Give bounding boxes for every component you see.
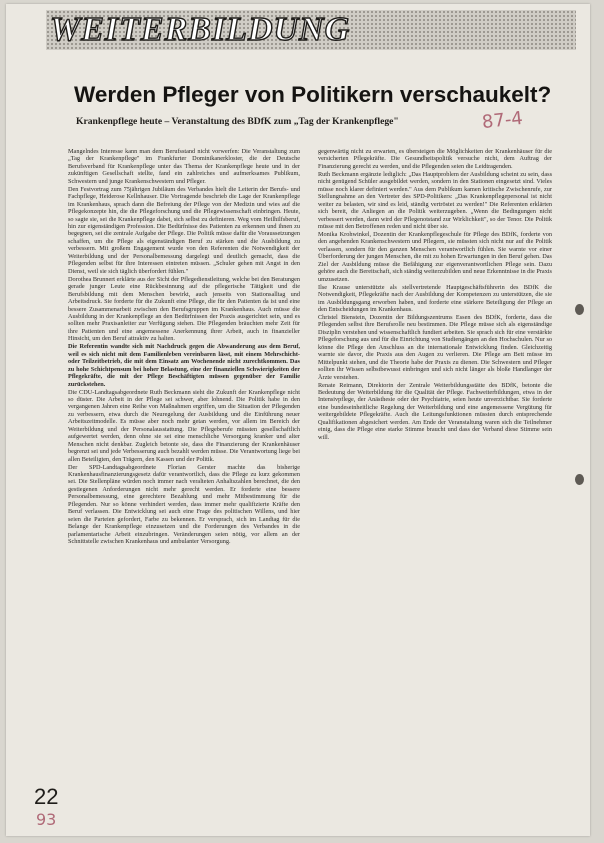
- bold-paragraph: Die Referentin wandte sich mit Nachdruck gegen die Abwanderung aus dem Beruf, weil es sich nicht mit dem Familienleben vereinbaren lässt, mit einem Mehrschicht- oder Teilzeitbetrieb, die mit dem Einsatz am Wochenende nicht zurechtkommen. Das zu hohe Schichtpensum bei hoher Belastung, eine der finanziellen Schwierigkeiten der Pflegekräfte, die mit der Pflege Beschäftigten müssen gegenüber der Familie zurückstehen.: [68, 343, 300, 388]
- paragraph: Ilse Krause unterstützte als stellvertretende Hauptgeschäftsführerin des BDfK die Notwendigkeit, Pflegekräfte nach der Ausbildung der Kompetenzen zu unterstützen, die sie im Ausbildungsgang erworben haben, und forderte eine stärkere Beteiligung der Pflege an den Entscheidungen im Krankenhaus.: [318, 283, 552, 314]
- handwritten-mark: 93: [36, 810, 57, 829]
- subhead: Krankenpflege heute – Veranstaltung des BDfK zum „Tag der Krankenpflege": [76, 116, 399, 127]
- page-number: 22: [34, 784, 59, 809]
- paragraph: Renate Reimann, Direktorin der Zentrale Weiterbildungsstätte des BDfK, betonte die Bedeutung der Weiterbildung für die Qualität der Pflege. Fachweiterbildungen, etwa in der Intensivpflege, der Anästhesie oder der Psychiatrie, seien heute unverzichtbar. Sie forderte eine bundeseinheitliche Regelung der Weiterbildung und eine angemessene Vergütung für weitergebildete Pflegekräfte. Auch die Leitungsfunktionen müssten durch entsprechende Qualifikationen abgesichert werden. Am Ende der Veranstaltung waren sich die Teilnehmer einig, dass die Pflege eine starke Stimme braucht und dass der Verband diese Stimme sein will.: [318, 381, 552, 441]
- headline: Werden Pfleger von Politikern verschaukelt?: [74, 82, 552, 107]
- paragraph: Monika Krohwinkel, Dozentin der Krankenpflegeschule für Pflege des BDfK, forderte von den angehenden Krankenschwestern und Pflegern, sie müssten sich nicht nur auf die Politik verlassen, sondern für den ganzen Menschen verantwortlich fühlen. Sie warnte vor einer Überforderung der jungen Menschen, die mit zu hohen Erwartungen in den Beruf gehen. Das Ziel der Ausbildung müsse die Befähigung zur eigenverantwortlichen Pflege sein. Dazu gehöre auch die Bereitschaft, sich ständig weiterzubilden und neue Erkenntnisse in die Praxis umzusetzen.: [318, 230, 552, 283]
- paragraph: Dorothea Brunnert erklärte aus der Sicht der Pflegedienstleitung, welche bei den Beratungen gerade junger Leute eine Rückbesinnung auf die pflegerische Tätigkeit und die Berufsbildung mit dem Menschen bewirkt, auch jenseits von Stationsalltag und Arbeitsdruck. Sie forderte für die Zukunft eine Pflege, die für den Patienten da ist und eine bessere Zusammenarbeit zwischen den Berufsgruppen im Krankenhaus. Auch müsse die Ausbildung in der Krankenpflege an den Bedürfnissen der Praxis ausgerichtet sein, und es sollten mehr Praxisanleiter zur Verfügung stehen. Die Pflegenden bräuchten mehr Zeit für ihre Patienten und eine angemessene Anerkennung ihrer Arbeit, auch in finanzieller Hinsicht, um den Beruf attraktiv zu halten.: [68, 275, 300, 343]
- handwritten-note: 87-4: [481, 107, 524, 134]
- punch-hole-icon: [575, 304, 584, 315]
- right-column: [318, 148, 552, 441]
- paragraph: Die CDU-Landtagsabgeordnete Ruth Beckmann sieht die Zukunft der Krankenpflege nicht so düster. Die Arbeit in der Pflege sei schwer, aber lohnend. Die Politik habe in den vergangenen Jahren eine Reihe von Maßnahmen ergriffen, um die Situation der Pflegenden zu verbessern, etwa durch die Neuregelung der Ausbildung und die Einführung neuer Arbeitszeitmodelle. Es müsse aber noch mehr getan werden, vor allem im Bereich der Weiterbildung und der Personalausstattung. Die Pflegeberufe müssten gesellschaftlich aufgewertet werden, denn ohne sie sei eine menschliche Versorgung kranker und alter Menschen nicht denkbar. Zugleich betonte sie, dass die Finanzierung der Krankenhäuser begrenzt sei und jede Verbesserung auch bezahlt werden müsse. Die Verantwortung liege bei allen Beteiligten, den Trägern, den Kassen und der Politik.: [68, 388, 300, 463]
- paragraph: Ruth Beckmann ergänzte lediglich: „Das Hauptproblem der Ausbildung scheint zu sein, dass nicht genügend Schüler ausgebildet werden, sondern in den Stationen eingesetzt sind. Vieles müsse noch klarer definiert werden." Aus dem Publikum kamen kritische Zwischenrufe, zur Stellungnahme an den Vertreter des SPD-Politikers: „Das Krankenpflegepersonal ist nicht weiter zu belasten, wir sind es leid, ständig vertröstet zu werden!" Die Referenten erklärten sich bereit, die Anliegen an die Politik weiterzugeben. „Wenn die Bedingungen nicht verbessert werden, dann wird der Pflegenotstand zur Wirklichkeit", so der Tenor. Die Politik müsse mit den Betroffenen reden und nicht über sie.: [318, 170, 552, 231]
- left-column: [68, 148, 300, 546]
- section-title: WEITERBILDUNG: [50, 11, 351, 48]
- paragraph: Christel Bienstein, Dozentin der Bildungszentrums Essen des BDfK, forderte, dass die Pflegenden selbst ihre Berufsrolle neu bestimmen. Die Pflege müsse sich als eigenständige Disziplin verstehen und wissenschaftlich fundiert arbeiten. Sie sprach sich für eine verstärkte Pflegeforschung aus und für die Einrichtung von Studiengängen an den Hochschulen. Nur so könne die Pflege den Anschluss an die internationale Entwicklung finden. Gleichzeitig warnte sie davor, die Praxis aus den Augen zu verlieren. Die Pflege am Bett müsse im Mittelpunkt stehen, und die Theorie habe der Praxis zu dienen. Die Schwestern und Pfleger sollten ihr Wissen selbstbewusst einbringen und sich nicht länger als bloße Handlanger der Ärzte verstehen.: [318, 313, 552, 381]
- paragraph: Den Festvortrag zum 75jährigen Jubiläum des Verbandes hielt die Leiterin der Berufs- und Fachpflege, Heiderose Kellnhauser. Die Vortragende beschrieb die Lage der Krankenpflege im Krankenhaus, sprach dann die Befreiung der Pflege von der Medizin und wies auf die Pflegekonzepte hin, die die Pflegeforschung und die Pflegewissenschaft einbringen. Heute, so sagte sie, sei die Krankenpflege dabei, sich selbst zu definieren. Weg vom Heilhilfsberuf, hin zur eigenständigen Profession. Die Bedürfnisse des Patienten zu erkennen und ihnen zu begegnen, sei die zentrale Aufgabe der Pflege. Die Politik müsse dafür die Voraussetzungen schaffen, um die Pflege als eigenständigen Beruf zu stärken und die Ausbildung zu verbessern. Mit großem Engagement wurde von den Referenten die Notwendigkeit der Weiterbildung und der Personalbemessung dargelegt und deutlich gemacht, dass die Pflegenden selbst für ihre Interessen eintreten müssen. „Schuler gehen mit Angst in den Dienst, weil sie sich täglich überfordert fühlen.": [68, 185, 300, 275]
- paragraph: gegenwärtig nicht zu erwarten, es übersteigen die Möglichkeiten der Krankenhäuser für die versicherten Pflegekräfte. Die Gesundheitspolitik versuche nicht, dem Auftrag der Finanzierung gerecht zu werden, und die Pflegenden seien die Leidtragenden.: [318, 148, 552, 170]
- paragraph: Der SPD-Landtagsabgeordnete Florian Gerster machte das bisherige Krankenhausfinanzierungsgesetz dafür verantwortlich, dass die Pflege zu kurz gekommen sei. Die Stellenpläne würden noch immer nach veralteten Anhaltszahlen berechnet, die den gestiegenen Anforderungen nicht mehr gerecht werden. Er forderte eine bessere Personalbemessung, eine gerechtere Bezahlung und mehr Mitbestimmung für die Pflegenden. Nur so könne verhindert werden, dass immer mehr qualifizierte Kräfte den Beruf verlassen. Die Entwicklung sei auch eine Frage des politischen Willens, und hier seien die Parteien gefordert, Farbe zu bekennen. Er versprach, sich im Landtag für die Belange der Krankenpflege einzusetzen und die Forderungen des Verbandes in die parlamentarische Arbeit einzubringen. Veränderungen seien nötig, vor allem an der Schnittstelle zwischen Krankenhaus und ambulanter Versorgung.: [68, 463, 300, 546]
- paragraph: Mangelndes Interesse kann man dem Berufsstand nicht vorwerfen: Die Veranstaltung zum „Tag der Krankenpflege" im Frankfurter Dominikanerkloster, die der Deutsche Berufsverband für Krankenpflege unter das Thema der Krankenpflege heute und in der zukünftigen Gesellschaft stellte, fand ein zahlreiches und aufmerksames Publikum, Schwestern und junge Krankenschwestern und Pfleger.: [68, 148, 300, 185]
- document-page: [6, 4, 590, 836]
- punch-hole-icon: [575, 474, 584, 485]
